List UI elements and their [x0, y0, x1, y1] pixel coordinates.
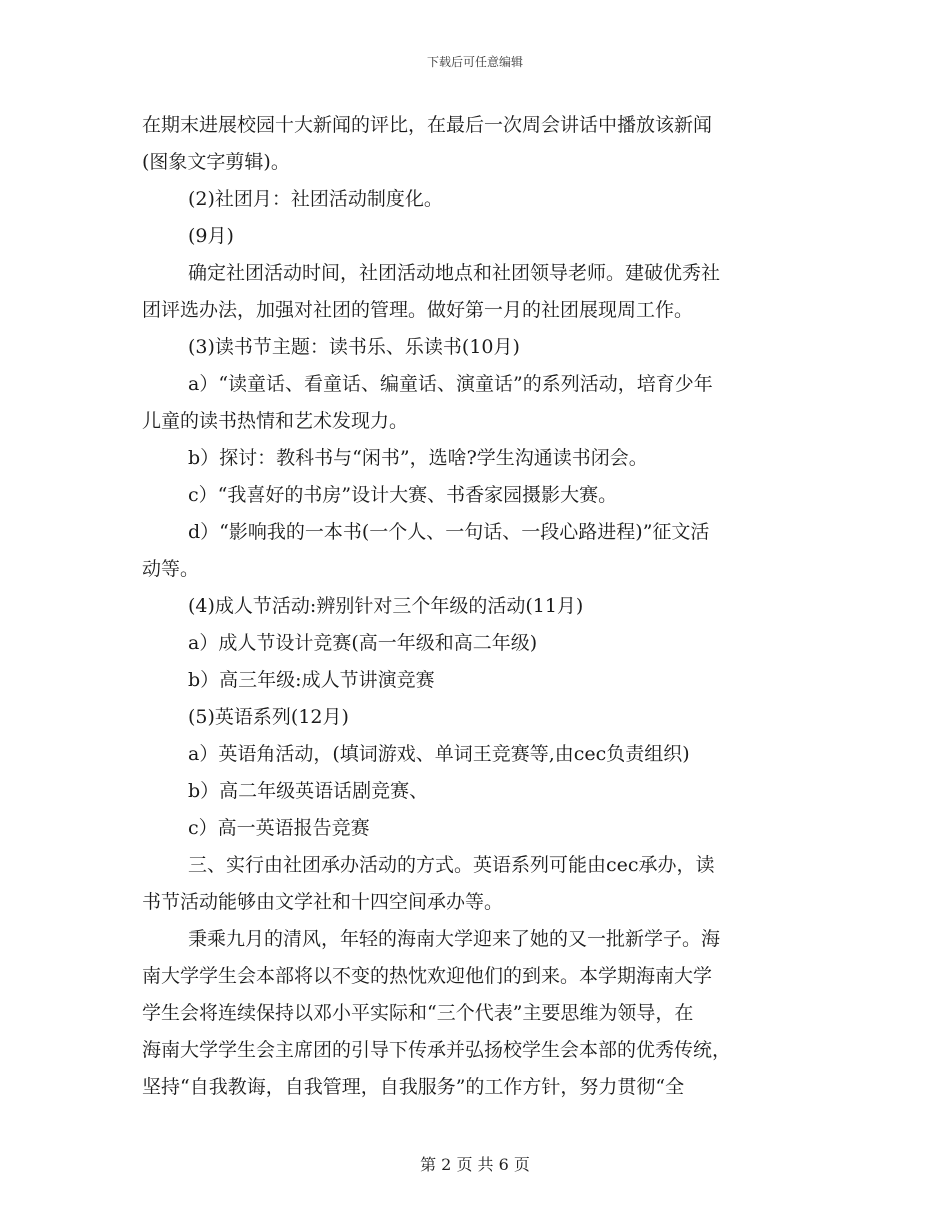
text-line: (4)成人节活动:辨别针对三个年级的活动(11月) [188, 595, 584, 617]
text-line: a）“读童话、看童话、编童话、演童话”的系列活动，培育少年 [188, 373, 713, 395]
text-line: 海南大学学生会主席团的引导下传承并弘扬校学生会本部的优秀传统， [142, 1039, 732, 1061]
text-line: a）成人节设计竞赛(高一年级和高二年级) [188, 632, 538, 654]
text-line: d）“影响我的一本书(一个人、一句话、一段心路进程)”征文活 [188, 521, 710, 543]
text-line: a）英语角活动，(填词游戏、单词王竞赛等,由cec负责组织) [188, 743, 690, 765]
text-line: 团评选办法，加强对社团的管理。做好第一月的社团展现周工作。 [142, 299, 694, 321]
text-line: c）“我喜好的书房”设计大赛、书香家园摄影大赛。 [188, 484, 618, 506]
text-line: b）高三年级:成人节讲演竞赛 [188, 669, 435, 691]
text-line: (2)社团月：社团活动制度化。 [188, 188, 443, 210]
text-line: 在期末进展校园十大新闻的评比，在最后一次周会讲话中播放该新闻 [142, 114, 713, 136]
text-line: 确定社团活动时间，社团活动地点和社团领导老师。建破优秀社 [188, 262, 721, 284]
text-line: (图象文字剪辑)。 [142, 151, 290, 173]
text-line: b）高二年级英语话剧竞赛、 [188, 780, 429, 802]
text-line: 学生会将连续保持以邓小平实际和“三个代表”主要思维为领导，在 [142, 1002, 694, 1024]
text-line: (9月) [188, 225, 234, 247]
text-line: 三、实行由社团承办活动的方式。英语系列可能由cec承办，读 [188, 854, 715, 876]
document-body [142, 107, 808, 1106]
text-line: (5)英语系列(12月) [188, 706, 349, 728]
text-line: 儿童的读书热情和艺术发现力。 [142, 410, 409, 432]
page-footer: 第 2 页 共 6 页 [420, 1155, 530, 1174]
text-line: (3)读书节主题：读书乐、乐读书(10月) [188, 336, 520, 358]
page-header: 下载后可任意编辑 [426, 55, 523, 69]
text-line: 南大学学生会本部将以不变的热忱欢迎他们的到来。本学期海南大学 [142, 965, 713, 987]
text-line: b）探讨：教科书与“闲书”，选啥?学生沟通读书闭会。 [188, 447, 648, 469]
text-line: 书节活动能够由文学社和十四空间承办等。 [142, 891, 504, 913]
text-line: 秉乘九月的清风，年轻的海南大学迎来了她的又一批新学子。海 [188, 928, 721, 950]
text-line: c）高一英语报告竞赛 [188, 817, 370, 839]
text-line: 动等。 [142, 558, 200, 580]
text-line: 坚持“自我教诲，自我管理，自我服务”的工作方针，努力贯彻“全 [142, 1076, 685, 1098]
